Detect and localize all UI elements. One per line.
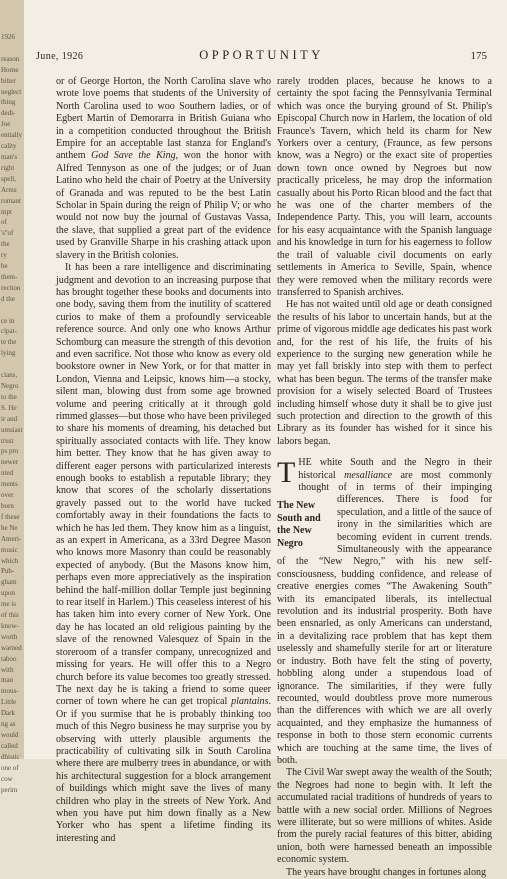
gutter-fragment: taboo	[1, 654, 17, 663]
gutter-fragment: d the	[1, 294, 15, 303]
gutter-fragment: ng as	[1, 720, 16, 729]
gutter-fragment: ry	[1, 251, 7, 260]
gutter-fragment: cality	[1, 142, 17, 151]
running-header	[36, 48, 487, 66]
gutter-fragment: ments	[1, 480, 18, 489]
gutter-fragment: Arms	[1, 185, 17, 194]
gutter-fragment: he Ne	[1, 523, 18, 532]
gutter-fragment: neglect	[1, 87, 22, 96]
gutter-fragment: gham	[1, 578, 17, 587]
gutter-fragment: dedi-	[1, 109, 16, 118]
gutter-fragment: ce in	[1, 316, 15, 325]
gutter-fragment: them-	[1, 272, 18, 281]
gutter-fragment: upon	[1, 589, 15, 598]
magazine-title: OPPORTUNITY	[199, 48, 324, 62]
gutter-fragment: music	[1, 545, 18, 554]
gutter-fragment: Joe	[1, 120, 11, 129]
gutter-fragment: Pub-	[1, 567, 15, 576]
paragraph: It has been a rare intelligence and discriminating judgment and devotion to an increasing purpose that has brought together these books and documents into one body, saving them from the inutility of scattered curios to make of them a profoundly serviceable reference source. And only one who knows Arthur Schomburg can measure the strength of this devotion and even sacrifice. Not those who know as every old bookstore owner in New York, or for that matter in London, Vienna and Leipsic, knows him—a stocky, silent man, blowing dust from some age browned volume and peering critically at it through gold rimmed glasses—but those who have been privileged to share his moments of dreaming, his detached but spiritually associated contacts with life. They know him better. They know that he has given away to different eager persons with particularized interests enough books to establish a reputable library; they know that scores of the scholarly dissertations gravely passed out to the world have tucked comfortably away in their foundations the facts to which he has led them. They know him as a linguist, as an expert in Americana, as a 33rd Degree Mason who knows more Masonry than could be reasonably expected of anybody. (But the Masons know him, perhaps even more appreciatively as the inspiration behind the half-million dollar Temple just beginning to rear itself in Harlem.) This ceaseless interest of his has taken him into every corner of New York. One day he has located an old religious painting by the slave of the renowned Valesquez of Spain in the storeroom of a transfer company, unrecognized and missing for years. He will offer this to a Negro church before its value becomes too greatly stressed. The next day he is taking a friend to some queer corner of town where he can get tropical plantains. Or if you surmise that he is probably thinking too much of this Negro business he may surprise you by observing with utterly plausible arguments the practicability of cultivating silk in South Carolina where there are mulberry trees in abundance, or with his architectural suggestion for a block arrangement of buildings which might save the lives of many children who play in the streets of New York. And when you have put him down finally as a New Yorker who has spent a lifetime finding its interesting and	[56, 262, 271, 844]
gutter-fragment: of	[1, 218, 7, 227]
italic-word: plantains	[231, 696, 269, 708]
left-column	[56, 76, 271, 845]
gutter-fragment: right	[1, 163, 15, 172]
gutter-fragment: bitter	[1, 76, 16, 85]
gutter-fragment: f these	[1, 512, 20, 521]
gutter-fragment: rection	[1, 283, 21, 292]
paragraph: The Civil War swept away the wealth of the South; the Negroes had none to begin with. It left the accumulated racial traditions of hundreds of years to battle with a new social order. Millions of Negroes were illiterate, but so were millions of whites. Aside from the purely racial features of this bitter, abiding union, both were harnessed beneath an impossible economic system.	[277, 767, 492, 866]
gutter-fragment: trust	[1, 436, 14, 445]
paragraph: The years have brought changes in fortunes along	[286, 866, 487, 878]
paragraph: or of George Horton, the North Carolina slave who wrote love poems that students of the University of North Carolina used to woo Southern ladies, or of Egbert Martin of Demorarra in British Guiana who in a competition conducted throughout the British Empire for an acceptable last stanza for England's anthem God Save the King, won the honor with Alfred Tennyson as one of the judges; or of Juan Latino who held the chair of Poetry at the University of Granada and was reputed to be the best Latin Scholar in Spain during the reign of Philip V; or who would not now buy the journal of Gustavas Vassa, the slave, that supplied a great part of the evidence used by Granville Sharpe in his crashing attack upon slavery in the British colonies.	[56, 76, 271, 261]
page-number: 175	[470, 50, 487, 62]
gutter-fragment: Little	[1, 698, 17, 707]
section-new-south	[277, 457, 492, 879]
gutter-fragment: man's	[1, 152, 18, 161]
gutter-fragment: Dark	[1, 709, 15, 718]
gutter-fragment	[1, 359, 24, 370]
gutter-fragment: entially	[1, 131, 22, 140]
gutter-fragment: warned	[1, 643, 22, 652]
gutter-fragment: romant	[1, 196, 21, 205]
gutter-fragment: would	[1, 731, 19, 739]
gutter-fragment: S. He	[1, 403, 17, 412]
gutter-fragment: over	[1, 491, 14, 500]
gutter-fragment: newer	[1, 458, 19, 467]
gutter-fragment: ir and	[1, 414, 18, 423]
gutter-fragment: thing	[1, 98, 16, 107]
gutter-fragment: one of	[1, 763, 19, 772]
section-heading: The New South and the New Negro	[277, 500, 321, 549]
gutter-fragment: Horne	[1, 65, 19, 74]
italic-title: God Save the King	[91, 150, 176, 162]
gutter-fragment: Ameri-	[1, 534, 22, 543]
gutter-fragment: know-	[1, 621, 19, 630]
magazine-page	[24, 0, 507, 878]
gutter-fragment: cians,	[1, 371, 18, 380]
drop-cap: T	[277, 456, 296, 490]
right-column	[277, 76, 492, 879]
gutter-text-fragments	[0, 0, 24, 795]
gutter-fragment: perim	[1, 785, 18, 794]
gutter-fragment: which	[1, 556, 19, 565]
gutter-fragment: of this	[1, 611, 19, 620]
gutter-fragment: the	[1, 240, 10, 249]
gutter-fragment: worth	[1, 632, 18, 641]
section-opening-paragraph: THE white South and the Negro in their historical mesalliance are most commonly thought of in terms of their impinging differences. The New South and the New Negro There is food for speculation, and a little of the sauce of irony in the similarities which are becoming evident in current trends. Simultaneously with the appearance of the “New Negro,” with his new self-consciousness, budding confidence, and release of creative energies comes “The Awakening South” with its emancipated liberals, its intellectual revolution and its industrial prosperity. Both have been ensnarled, as only Americans can understand, in a devitalizing race problem that has kept them uselessly and shamefully sterile for art or literature or industry. Both have felt the sting of poverty, hobbling along under a stupendous load of ignorance. The similarities, if they were fully recounted, would doubtless prove more numerous than the differences with which we are all overly acquainted, and they emphasize the humanness of response in both to those stern economic currents which are touching at the same time, the lives of both.	[277, 456, 492, 766]
gutter-fragment: called	[1, 741, 18, 750]
paragraph: rarely trodden places, because he knows to a certainty the spot facing the Pennsylvania Terminal which was once the burying ground of St. Philip's Episcopal Church now in Harlem, the location of old Fraunce's Tavern, which held its charm for New Yorkers over a century, (Fraunce, as few persons know, was a Negro) or the exact site of properties down town once owned by Negroes but now practically priceless, he may drop the information casually about his Porto Rican blood and the fact that he was one of the charter members of the Independence Party. This, you will learn, accounts for his easy acquaintance with the Spanish language and his knowledge in turn for his eagerness to follow the trail of valuable civil documents on early settlements in America to Seville, Spain, whence they were removed when the military records were transferred to Spanish archives.	[277, 76, 492, 298]
gutter-fragment: umsiast	[1, 425, 23, 434]
paragraph: He has not waited until old age or death consigned the results of his labor to uncertain hands, but at the prime of vigorous middle age dedicates his past work and, for the rest of his life, the fruits of his experience to the surging new generation while he may yet fall briskly into step with them to perfect what has been begun. The terms of the transfer make provision for a wisely selected Board of Trustees including himself whose duty it shall be to give just such protection and direction to the growth of this Library as its founder has wished for it since his labors began.	[277, 299, 492, 447]
gutter-fragment: lying	[1, 349, 16, 358]
gutter-fragment: nted	[1, 469, 14, 478]
gutter-fragment: with	[1, 665, 14, 674]
gutter-fragment: me is	[1, 600, 16, 609]
gutter-fragment: mpt	[1, 207, 12, 216]
adjacent-page-gutter	[0, 0, 25, 794]
gutter-fragment: man	[1, 676, 14, 685]
gutter-fragment: ps pro	[1, 447, 19, 456]
gutter-fragment: 1926	[1, 33, 15, 41]
gutter-fragment: 's''of	[1, 229, 14, 238]
gutter-fragment: spell,	[1, 174, 16, 183]
italic-word: mesalliance	[344, 469, 393, 481]
gutter-fragment: cow	[1, 774, 13, 783]
gutter-fragment: cipat-	[1, 327, 17, 336]
gutter-fragment	[1, 43, 24, 54]
gutter-fragment: born	[1, 501, 14, 510]
issue-date: June, 1926	[36, 51, 84, 62]
gutter-fragment: dhistic	[1, 752, 20, 761]
gutter-fragment: mous-	[1, 687, 19, 696]
gutter-fragment: to the	[1, 392, 17, 401]
gutter-fragment	[1, 305, 24, 316]
gutter-fragment: reason	[1, 54, 20, 63]
gutter-fragment: be	[1, 262, 8, 271]
gutter-fragment: Negro	[1, 382, 19, 390]
gutter-fragment: te the	[1, 338, 17, 347]
